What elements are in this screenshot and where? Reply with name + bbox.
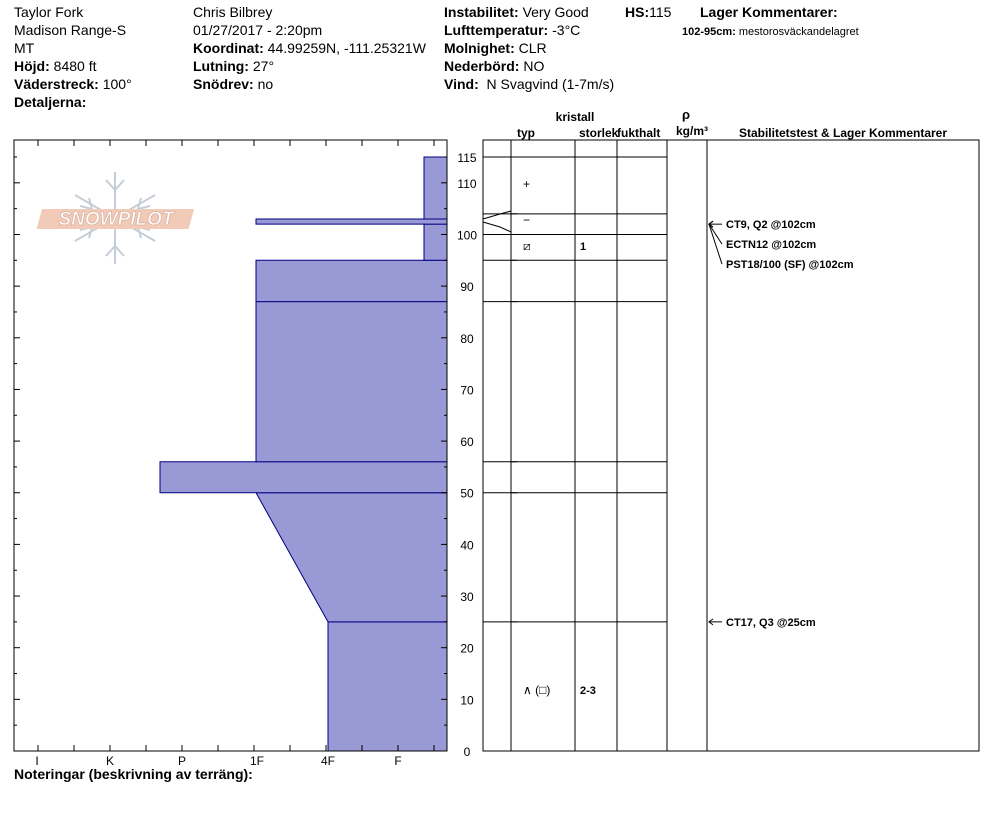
stability-test-3: CT17, Q3 @25cm (726, 616, 816, 629)
layer-type-2: ⧄ (523, 238, 531, 253)
aspect-value: 100° (102, 76, 132, 92)
layer-comment-range: 102-95cm: (682, 26, 736, 38)
test-arrow (709, 224, 722, 264)
depth-label-10: 10 (460, 693, 474, 708)
depth-label-0: 0 (463, 745, 471, 759)
precip-value: NO (523, 58, 545, 74)
slope-value: 27° (252, 58, 275, 74)
elevation-value: 8480 ft (53, 58, 97, 74)
layer-type-1: − (523, 212, 531, 227)
stability-test-2: PST18/100 (SF) @102cm (726, 259, 854, 272)
hardness-layer-5 (424, 224, 447, 260)
depth-label-30: 30 (460, 590, 474, 605)
depth-label-80: 80 (460, 331, 474, 346)
hardness-layer-6 (256, 219, 447, 224)
layer-type-3: ∧ (□) (523, 683, 551, 698)
wind-label: Vind: (444, 76, 479, 92)
col-type: typ (517, 126, 535, 140)
column-dividers (511, 140, 707, 751)
col-moisture: fukthalt (617, 126, 661, 140)
depth-label-115: 115 (457, 151, 477, 165)
coord-label: Koordinat: (193, 40, 264, 56)
test-arrow (709, 224, 722, 244)
layer-size-3: 2-3 (580, 685, 596, 698)
wind-value: N Svagvind (1-7m/s) (486, 76, 615, 92)
mountain-range: Madison Range-S (14, 22, 127, 38)
layer-connector (483, 222, 511, 232)
col-density-unit: kg/m³ (675, 124, 709, 138)
hs-value: 115 (649, 4, 672, 20)
depth-label-40: 40 (460, 538, 474, 553)
elevation-label: Höjd: (14, 58, 50, 74)
hardness-label-K: K (105, 754, 115, 768)
layer-type-0: + (523, 176, 531, 191)
depth-label-70: 70 (460, 383, 474, 398)
precip-label: Nederbörd: (444, 58, 520, 74)
layer-comment-text: mestorosväckandelagret (738, 26, 859, 38)
hardness-label-1F: 1F (249, 754, 265, 768)
slope-label: Lutning: (193, 58, 249, 74)
col-crystal: kristall (555, 110, 595, 124)
instability-label: Instabilitet: (444, 4, 519, 20)
logo-text: SNOWPILOT (58, 209, 174, 230)
hardness-layer-4 (256, 260, 447, 301)
hardness-label-F: F (394, 754, 402, 768)
air-temp-value: -3°C (552, 22, 581, 38)
layer-comments-label: Lager Kommentarer: (700, 4, 838, 20)
hardness-label-4F: 4F (320, 754, 336, 768)
hardness-layer-2 (160, 462, 447, 493)
stability-test-0: CT9, Q2 @102cm (726, 219, 816, 232)
stability-test-1: ECTN12 @102cm (726, 239, 817, 252)
drift-value: no (257, 76, 274, 92)
depth-label-100: 100 (456, 228, 478, 243)
depth-label-60: 60 (460, 435, 474, 450)
hardness-layer-1 (256, 493, 447, 622)
hardness-layer-7 (424, 157, 447, 219)
location: Taylor Fork (14, 4, 84, 20)
cloud-value: CLR (518, 40, 547, 56)
col-size: storlek (579, 126, 619, 140)
instability-value: Very Good (522, 4, 589, 20)
datetime: 01/27/2017 - 2:20pm (193, 22, 323, 38)
hardness-label-I: I (35, 754, 39, 768)
drift-label: Snödrev: (193, 76, 254, 92)
aspect-label: Väderstreck: (14, 76, 99, 92)
observer: Chris Bilbrey (193, 4, 273, 20)
hardness-label-P: P (177, 754, 187, 768)
col-stability: Stabilitetstest & Lager Kommentarer (738, 126, 948, 140)
layer-table-frame (483, 140, 979, 751)
depth-label-20: 20 (460, 641, 474, 656)
layer-size-2: 1 (580, 240, 587, 253)
cloud-label: Molnighet: (444, 40, 515, 56)
details-label: Detaljerna: (14, 94, 87, 110)
coord-value: 44.99259N, -111.25321W (267, 40, 426, 56)
depth-label-50: 50 (460, 486, 474, 501)
state: MT (14, 40, 35, 56)
snowpilot-logo (37, 172, 194, 264)
col-rho: ρ (681, 107, 691, 122)
layer-connector (483, 211, 511, 219)
terrain-notes-label: Noteringar (beskrivning av terräng): (14, 766, 253, 782)
hardness-layer-0 (328, 622, 447, 751)
air-temp-label: Lufttemperatur: (444, 22, 549, 38)
depth-label-90: 90 (460, 280, 474, 295)
hardness-layer-3 (256, 302, 447, 462)
hs-label: HS: (625, 4, 650, 20)
depth-label-110: 110 (457, 176, 477, 191)
